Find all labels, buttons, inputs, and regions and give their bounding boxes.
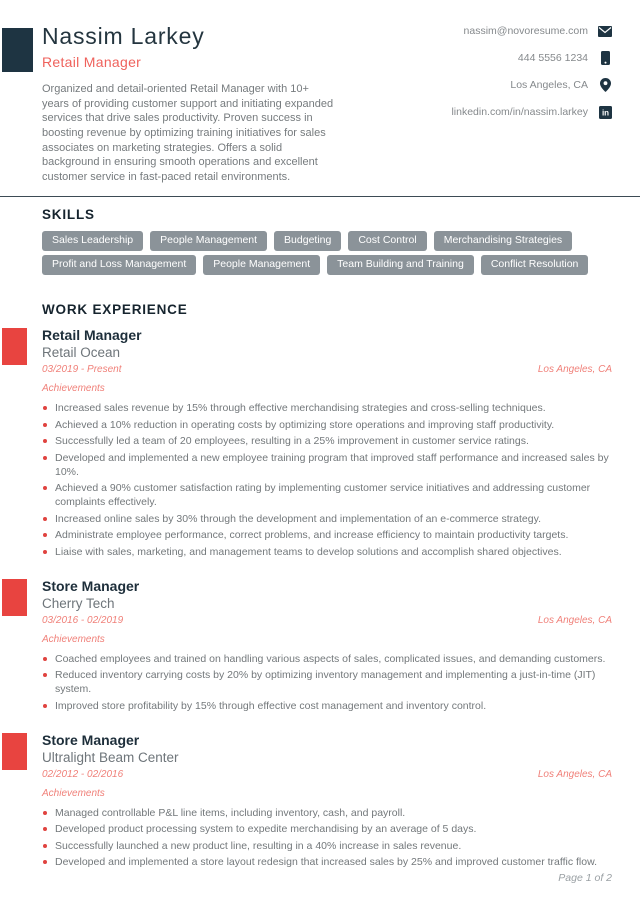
job-location: Los Angeles, CA: [537, 614, 612, 626]
header-divider: [0, 196, 640, 197]
skill-chip: People Management: [150, 231, 267, 251]
skills-heading: SKILLS: [42, 207, 95, 222]
phone-icon: [598, 51, 612, 65]
experience-section: [42, 302, 612, 887]
location-pin-icon: [598, 78, 612, 92]
achievement-bullet: Improved store profitability by 15% through effective cost management and inventory control.: [42, 699, 612, 713]
job-location: Los Angeles, CA: [537, 364, 612, 375]
achievements-label: Achievements: [42, 383, 105, 394]
skill-chip: Sales Leadership: [42, 231, 143, 251]
skills-section: [42, 207, 612, 275]
job-entry: [42, 731, 612, 870]
header: [42, 24, 342, 184]
job-entry: [42, 577, 612, 713]
summary-text: Organized and detail-oriented Retail Manager with 10+ years of providing customer support and initiating expanded services that drive sales productivity. Proven success in boosting revenue by optimizing training initiatives for sales associates on marketing strategies. Offers a solid background in ensuring smooth operations and excellent customer service in fast-paced retail environments.: [42, 83, 334, 183]
job-accent-marker: [2, 328, 27, 365]
job-dates: 03/2019 - Present: [42, 364, 122, 375]
contact-row-location: [451, 78, 612, 92]
achievement-bullet: Managed controllable P&L line items, including inventory, cash, and payroll.: [42, 806, 612, 820]
job-bullet-list: [42, 652, 612, 713]
contact-row-email: [451, 24, 612, 38]
job-dates: 02/2012 - 02/2016: [42, 768, 124, 780]
contact-list: [451, 24, 612, 132]
job-entry: [42, 326, 612, 559]
achievement-bullet: Developed and implemented a new employee training program that improved staff performance and increased sales by 10%.: [42, 451, 612, 479]
skill-chip: Budgeting: [274, 231, 341, 251]
header-accent-square: [2, 28, 33, 72]
achievement-bullet: Developed product processing system to expedite merchandising by an average of 5 days.: [42, 822, 612, 836]
skill-chip: Cost Control: [348, 231, 426, 251]
experience-heading: WORK EXPERIENCE: [42, 302, 188, 317]
contact-row-phone: [451, 51, 612, 65]
achievement-bullet: Achieved a 90% customer satisfaction rating by implementing customer service initiatives and addressing customer complaints effectively.: [42, 481, 612, 509]
job-accent-marker: [2, 733, 27, 770]
job-title: Store Manager: [42, 577, 140, 594]
contact-linkedin-text: linkedin.com/in/nassim.larkey: [451, 106, 588, 118]
job-company: Retail Ocean: [42, 345, 121, 360]
skill-chip: Profit and Loss Management: [42, 255, 196, 275]
contact-phone-text: 444 5556 1234: [517, 52, 588, 64]
job-company: Ultralight Beam Center: [42, 749, 179, 765]
contact-email-text: nassim@novoresume.com: [463, 25, 588, 37]
linkedin-icon: [598, 106, 612, 119]
svg-text:in: in: [601, 108, 609, 117]
skill-chip: People Management: [203, 255, 320, 275]
achievement-bullet: Successfully launched a new product line, resulting in a 40% increase in sales revenue.: [42, 839, 612, 853]
person-name: Nassim Larkey: [42, 23, 205, 49]
job-bullet-list: [42, 401, 612, 559]
achievement-bullet: Achieved a 10% reduction in operating costs by optimizing store operations and improving staff productivity.: [42, 418, 612, 432]
achievement-bullet: Reduced inventory carrying costs by 20% by optimizing inventory management and implementing a just-in-time (JIT) system.: [42, 668, 612, 696]
job-dates: 03/2016 - 02/2019: [42, 614, 124, 626]
jobs-list: [42, 326, 612, 869]
achievements-label: Achievements: [42, 787, 105, 799]
job-company: Cherry Tech: [42, 595, 115, 611]
skill-chip: Team Building and Training: [327, 255, 474, 275]
job-title: Store Manager: [42, 731, 140, 748]
achievements-label: Achievements: [42, 633, 105, 645]
skill-chip: Merchandising Strategies: [434, 231, 572, 251]
achievement-bullet: Increased online sales by 30% through the development and implementation of an e-commerce strategy.: [42, 512, 612, 526]
person-job-title: Retail Manager: [42, 54, 142, 71]
achievement-bullet: Developed and implemented a store layout redesign that increased sales by 25% and improved customer traffic flow.: [42, 855, 612, 869]
skills-chip-list: [42, 231, 612, 275]
job-title: Retail Manager: [42, 327, 142, 343]
achievement-bullet: Administrate employee performance, correct problems, and increase efficiency to maintain productivity targets.: [42, 528, 612, 542]
job-accent-marker: [2, 579, 27, 616]
contact-location-text: Los Angeles, CA: [510, 79, 588, 91]
achievement-bullet: Liaise with sales, marketing, and management teams to develop solutions and accomplish shared objectives.: [42, 545, 612, 559]
job-location: Los Angeles, CA: [537, 768, 612, 780]
envelope-icon: [598, 26, 612, 37]
page-number: Page 1 of 2: [558, 872, 612, 884]
job-bullet-list: [42, 806, 612, 870]
achievement-bullet: Increased sales revenue by 15% through effective merchandising strategies and cross-selling techniques.: [42, 401, 612, 415]
skill-chip: Conflict Resolution: [481, 255, 589, 275]
achievement-bullet: Successfully led a team of 20 employees, resulting in a 25% improvement in customer service ratings.: [42, 434, 612, 448]
contact-row-linkedin: [451, 105, 612, 119]
achievement-bullet: Coached employees and trained on handling various aspects of sales, complicated issues, and demanding customers.: [42, 652, 612, 666]
